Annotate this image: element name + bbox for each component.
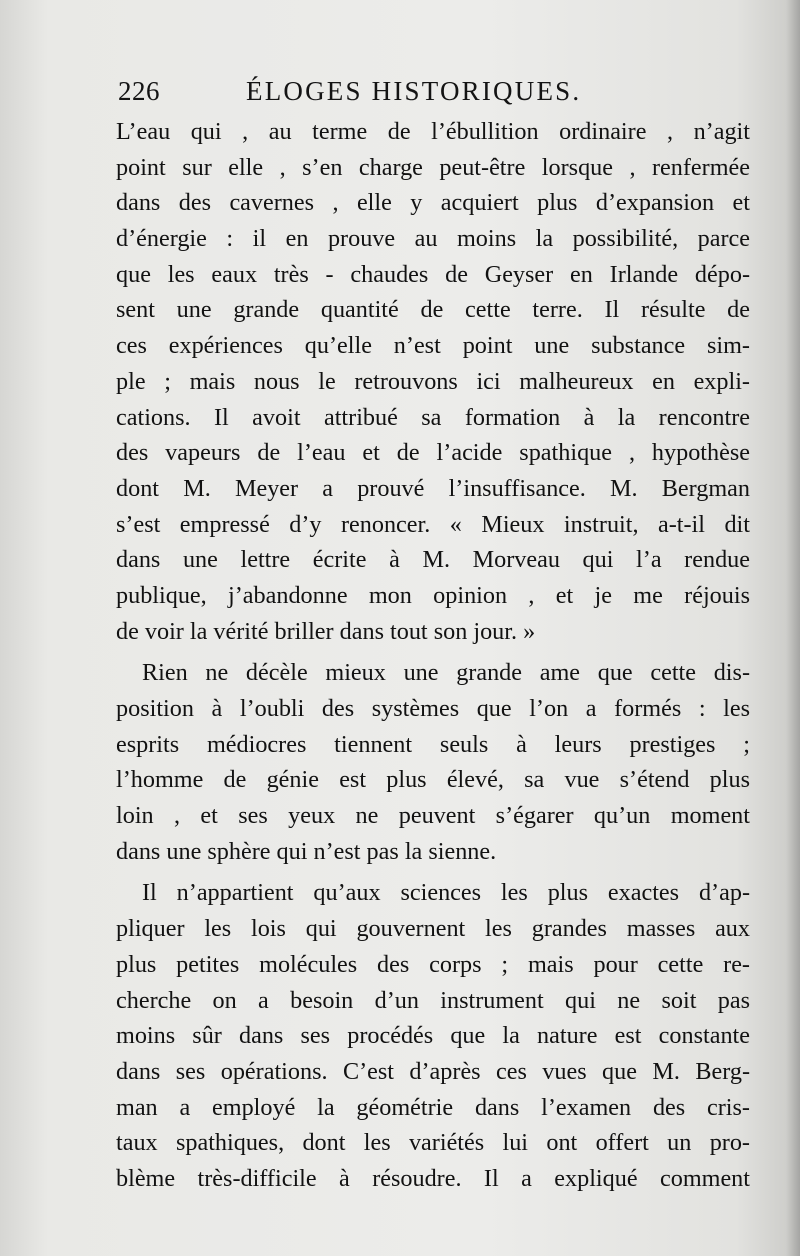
text-line: taux spathiques, dont les variétés lui ont offert un pro- (116, 1129, 750, 1157)
text-line: dans ses opérations. C’est d’après ces vues que M. Berg- (116, 1057, 750, 1085)
text-line: de voir la vérité briller dans tout son jour. » (116, 617, 536, 645)
text-line: pliquer les lois qui gouvernent les grandes masses aux (116, 915, 750, 943)
text-line: cations. Il avoit attribué sa formation à la rencontre (116, 403, 750, 431)
text-line: Rien ne décèle mieux une grande ame que cette dis- (142, 659, 750, 687)
running-title: ÉLOGES HISTORIQUES. (246, 76, 582, 106)
paragraph-1 (116, 114, 750, 649)
text-line: dans une sphère qui n’est pas la sienne. (116, 837, 497, 865)
text-line: dans des cavernes , elle y acquiert plus d’expansion et (116, 189, 750, 217)
paragraph-3 (116, 875, 750, 1196)
text-line: s’est empressé d’y renoncer. « Mieux instruit, a-t-il dit (116, 510, 750, 538)
text-line: l’homme de génie est plus élevé, sa vue s’étend plus (116, 766, 750, 794)
text-line: man a employé la géométrie dans l’examen des cris- (116, 1093, 750, 1121)
text-line: d’énergie : il en prouve au moins la possibilité, parce (116, 225, 750, 253)
page-number: 226 (118, 76, 160, 106)
text-line: moins sûr dans ses procédés que la nature est constante (116, 1022, 750, 1050)
text-line: loin , et ses yeux ne peuvent s’égarer qu’un moment (116, 802, 750, 830)
text-line: position à l’oubli des systèmes que l’on a formés : les (116, 695, 750, 722)
text-line: sent une grande quantité de cette terre. Il résulte de (116, 296, 750, 324)
text-line: esprits médiocres tiennent seuls à leurs prestiges ; (116, 730, 750, 758)
text-line: cherche on a besoin d’un instrument qui ne soit pas (116, 986, 750, 1014)
text-body (116, 114, 750, 1197)
text-line: des vapeurs de l’eau et de l’acide spathique , hypothèse (116, 439, 750, 467)
text-line: blème très-difficile à résoudre. Il a expliqué comment (116, 1164, 750, 1192)
text-line: publique, j’abandonne mon opinion , et je me réjouis (116, 581, 750, 609)
text-line: L’eau qui , au terme de l’ébullition ordinaire , n’agit (116, 118, 750, 145)
text-line: point sur elle , s’en charge peut-être lorsque , renfermée (116, 153, 750, 181)
text-line: que les eaux très - chaudes de Geyser en Irlande dépo- (116, 260, 750, 288)
text-line: ces expériences qu’elle n’est point une substance sim- (116, 332, 750, 360)
text-line: dans une lettre écrite à M. Morveau qui l’a rendue (116, 546, 750, 574)
text-line: ple ; mais nous le retrouvons ici malheureux en expli- (116, 367, 750, 395)
paragraph-2 (116, 655, 750, 869)
text-line: plus petites molécules des corps ; mais pour cette re- (116, 950, 750, 978)
text-line: dont M. Meyer a prouvé l’insuffisance. M. Bergman (116, 474, 750, 502)
page-header (118, 76, 638, 110)
text-line: Il n’appartient qu’aux sciences les plus exactes d’ap- (142, 879, 750, 907)
